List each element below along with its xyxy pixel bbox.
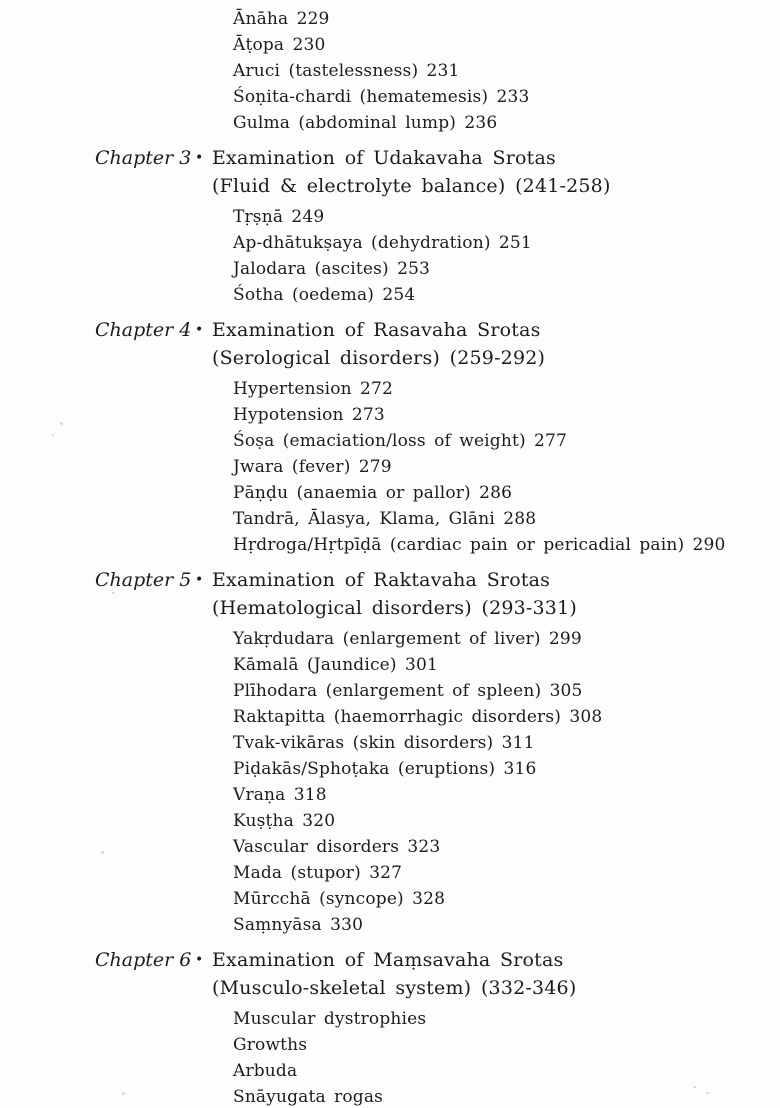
chapter-label: Chapter 5	[95, 569, 192, 591]
toc-sub-item: Kuṣṭha 320	[233, 811, 336, 831]
chapter-title-line: Examination of Rasavaha Srotas	[212, 319, 541, 341]
toc-sub-item: Arbuda	[233, 1061, 298, 1081]
toc-sub-item: Vascular disorders 323	[233, 837, 441, 857]
toc-sub-item: Gulma (abdominal lump) 236	[233, 113, 498, 133]
toc-sub-item: Muscular dystrophies	[233, 1009, 427, 1029]
chapter-heading-row	[0, 316, 780, 372]
scan-artifact-dot	[52, 434, 54, 436]
chapter-sub-items	[233, 204, 780, 308]
toc-sub-item: Āṭopa 230	[233, 35, 326, 55]
chapter-label: Chapter 6	[95, 949, 192, 971]
scan-artifact-dot	[122, 1092, 125, 1095]
chapter-title-line: (Musculo-skeletal system) (332-346)	[212, 977, 577, 999]
toc-sub-item: Plīhodara (enlargement of spleen) 305	[233, 681, 583, 701]
toc-sub-item: Ap-dhātukṣaya (dehydration) 251	[233, 233, 532, 253]
chapters-container	[0, 144, 780, 1108]
toc-sub-item: Śoṇita-chardi (hematemesis) 233	[233, 87, 530, 107]
toc-sub-item: Raktapitta (haemorrhagic disorders) 308	[233, 707, 603, 727]
toc-sub-item: Piḍakās/Sphoṭaka (eruptions) 316	[233, 759, 537, 779]
chapter-label: Chapter 3	[95, 147, 192, 169]
chapter-block	[0, 946, 780, 1108]
bullet-icon: •	[195, 322, 204, 338]
toc-sub-item: Vraṇa 318	[233, 785, 327, 805]
chapter-title-line: (Hematological disorders) (293-331)	[212, 597, 577, 619]
toc-sub-item: Kāmalā (Jaundice) 301	[233, 655, 438, 675]
toc-sub-item: Jalodara (ascites) 253	[233, 259, 431, 279]
chapter-title	[212, 566, 577, 622]
toc-sub-item: Snāyugata rogas	[233, 1087, 384, 1107]
leading-sub-items	[233, 6, 780, 136]
chapter-title-line: (Serological disorders) (259-292)	[212, 347, 546, 369]
chapter-heading-row	[0, 566, 780, 622]
scan-artifact-dot	[706, 1092, 709, 1094]
chapter-sub-items	[233, 626, 780, 938]
bullet-icon: •	[195, 150, 204, 166]
toc-sub-item: Śoṣa (emaciation/loss of weight) 277	[233, 431, 568, 451]
toc-sub-item: Jwara (fever) 279	[233, 457, 392, 477]
toc-sub-item: Aruci (tastelessness) 231	[233, 61, 460, 81]
bullet-icon: •	[195, 572, 204, 588]
chapter-block	[0, 566, 780, 938]
chapter-title	[212, 316, 545, 372]
chapter-sub-items	[233, 1006, 780, 1108]
toc-sub-item: Mada (stupor) 327	[233, 863, 403, 883]
table-of-contents	[0, 6, 780, 1108]
toc-sub-item: Hypertension 272	[233, 379, 393, 399]
toc-sub-item: Tvak-vikāras (skin disorders) 311	[233, 733, 535, 753]
chapter-heading-row	[0, 144, 780, 200]
scan-artifact-dot	[112, 592, 115, 594]
toc-sub-item: Mūrcchā (syncope) 328	[233, 889, 446, 909]
chapter-title	[212, 144, 611, 200]
chapter-block	[0, 316, 780, 558]
toc-sub-item: Tandrā, Ālasya, Klama, Glāni 288	[233, 509, 537, 529]
toc-sub-item: Tṛṣṇā 249	[233, 207, 325, 227]
chapter-block	[0, 144, 780, 308]
toc-sub-item: Śotha (oedema) 254	[233, 285, 416, 305]
chapter-sub-items	[233, 376, 780, 558]
toc-sub-item: Hypotension 273	[233, 405, 385, 425]
toc-sub-item: Ānāha 229	[233, 9, 330, 29]
chapter-title-line: Examination of Raktavaha Srotas	[212, 569, 551, 591]
chapter-label: Chapter 4	[95, 319, 192, 341]
toc-sub-item: Pāṇḍu (anaemia or pallor) 286	[233, 483, 513, 503]
scan-artifact-dot	[693, 1086, 696, 1088]
chapter-title	[212, 946, 576, 1002]
chapter-title-line: Examination of Maṃsavaha Srotas	[212, 949, 564, 971]
scan-artifact-dot	[101, 851, 104, 854]
chapter-heading-row	[0, 946, 780, 1002]
toc-sub-item: Saṃnyāsa 330	[233, 915, 364, 935]
toc-sub-item: Yakṛdudara (enlargement of liver) 299	[233, 629, 582, 649]
scan-artifact-dot	[60, 422, 63, 425]
bullet-icon: •	[195, 952, 204, 968]
toc-sub-item: Hṛdroga/Hṛtpīḍā (cardiac pain or pericadial pain) 290	[233, 535, 726, 555]
chapter-title-line: (Fluid & electrolyte balance) (241-258)	[212, 175, 611, 197]
toc-sub-item: Growths	[233, 1035, 308, 1055]
chapter-title-line: Examination of Udakavaha Srotas	[212, 147, 556, 169]
